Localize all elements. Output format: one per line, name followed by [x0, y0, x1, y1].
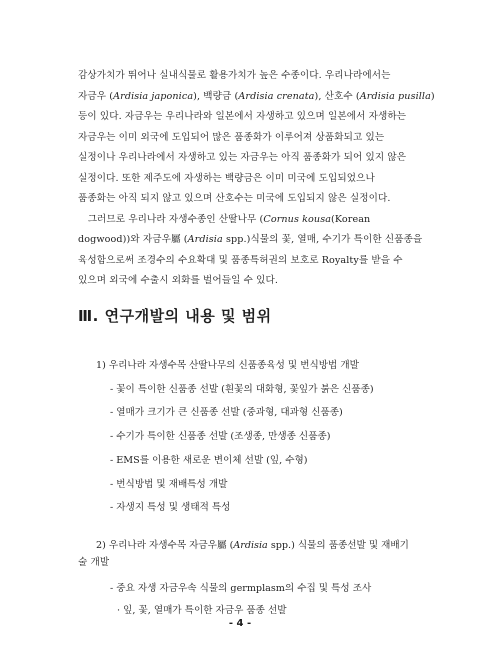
text-run: 품종화는 아직 되지 않고 있으며 산호수는 미국에 도입되지 않은 실정이다.: [78, 193, 391, 204]
text-run: 있으며 외국에 수출시 외화를 벌어들일 수 있다.: [78, 275, 279, 286]
text-run: 등이 있다. 자금우는 우리나라와 일본에서 자생하고 있으며 일본에서 자생하는: [78, 111, 407, 122]
body-line: [78, 251, 408, 272]
text-run: 자금우 (: [78, 90, 114, 102]
body-line: [78, 169, 408, 190]
text-run: 자금우는 이미 외국에 도입되어 많은 품종화가 이루어져 상품화되고 있는: [78, 131, 385, 143]
scientific-name: Ardisia pusilla: [359, 90, 431, 102]
item-1-bullet: - EMS를 이용한 새로운 변이체 선발 (잎, 수형): [110, 455, 308, 466]
body-line: [78, 210, 408, 231]
scientific-name: Ardisia: [233, 540, 268, 551]
item-2-title-continued: 술 개발: [78, 557, 110, 568]
body-paragraph: [78, 66, 435, 292]
text-run: ), 백량금 (: [193, 90, 239, 102]
text-run: 실정이다. 또한 제주도에 자생하는 백량금은 이미 미국에 도입되었으나: [78, 172, 375, 184]
item-1-bullet: - 자생지 특성 및 생태적 특성: [110, 502, 231, 513]
item-1-title: 1) 우리나라 자생수목 산딸나무의 신품종육성 및 번식방법 개발: [96, 360, 359, 371]
body-line: [78, 87, 435, 108]
scientific-name: Cornus kousa: [263, 213, 332, 225]
text-run: 실정이나 우리나라에서 자생하고 있는 자금우는 아직 품종화가 되어 있지 않은: [78, 152, 407, 163]
text-run: spp.) 식물의 품종선발 및 재배기: [267, 540, 409, 551]
text-run: 그러므로 우리나라 자생수종인 산딸나무 (: [78, 213, 264, 225]
text-run: ), 산호수 (: [314, 90, 360, 102]
item-1-bullet: - 번식방법 및 재배특성 개발: [110, 479, 228, 490]
text-run: (Korean: [331, 213, 371, 225]
body-line: [78, 128, 408, 149]
text-run: spp.)식물의 꽃, 열매, 수기가 특이한 신품종을: [222, 234, 423, 245]
item-1-bullet: - 수기가 특이한 신품종 선발 (조생종, 만생종 신품종): [110, 431, 331, 442]
text-run: ): [430, 90, 435, 102]
item-2-bullet: - 중요 자생 자금우속 식물의 germplasm의 수집 및 특성 조사: [110, 583, 372, 594]
body-line: [78, 107, 408, 128]
page-number: - 4 -: [228, 618, 252, 629]
scientific-name: Ardisia: [187, 234, 223, 245]
scientific-name: Ardisia japonica: [113, 90, 194, 102]
body-line: [78, 230, 423, 251]
section-heading: Ⅲ. 연구개발의 내용 및 범위: [78, 307, 272, 325]
item-1-bullet: - 열매가 크기가 큰 신품종 선발 (중과형, 대과형 신품종): [110, 407, 343, 418]
text-run: 육성함으로써 조경수의 수요확대 및 품종특허권의 보호로 Royalty를 받을 수: [78, 254, 403, 266]
item-2-title: [96, 537, 409, 551]
text-run: 감상가치가 뛰어나 실내식물로 활용가치가 높은 수종이다. 우리나라에서는: [78, 70, 391, 81]
scientific-name: Ardisia crenata: [238, 90, 315, 102]
body-line: [78, 189, 408, 210]
body-line: [78, 271, 408, 292]
body-line: [78, 66, 408, 87]
item-2-subbullet: · 잎, 꽃, 열매가 특이한 자금우 품종 선발: [117, 605, 287, 616]
item-1-bullet: - 꽃이 특이한 신품종 선발 (흰꽃의 대화형, 꽃잎가 붉은 신품종): [110, 384, 374, 395]
body-line: [78, 148, 408, 169]
text-run: dogwood))와 자금우屬 (: [78, 234, 188, 245]
text-run: 2) 우리나라 자생수목 자금우屬 (: [96, 540, 234, 551]
